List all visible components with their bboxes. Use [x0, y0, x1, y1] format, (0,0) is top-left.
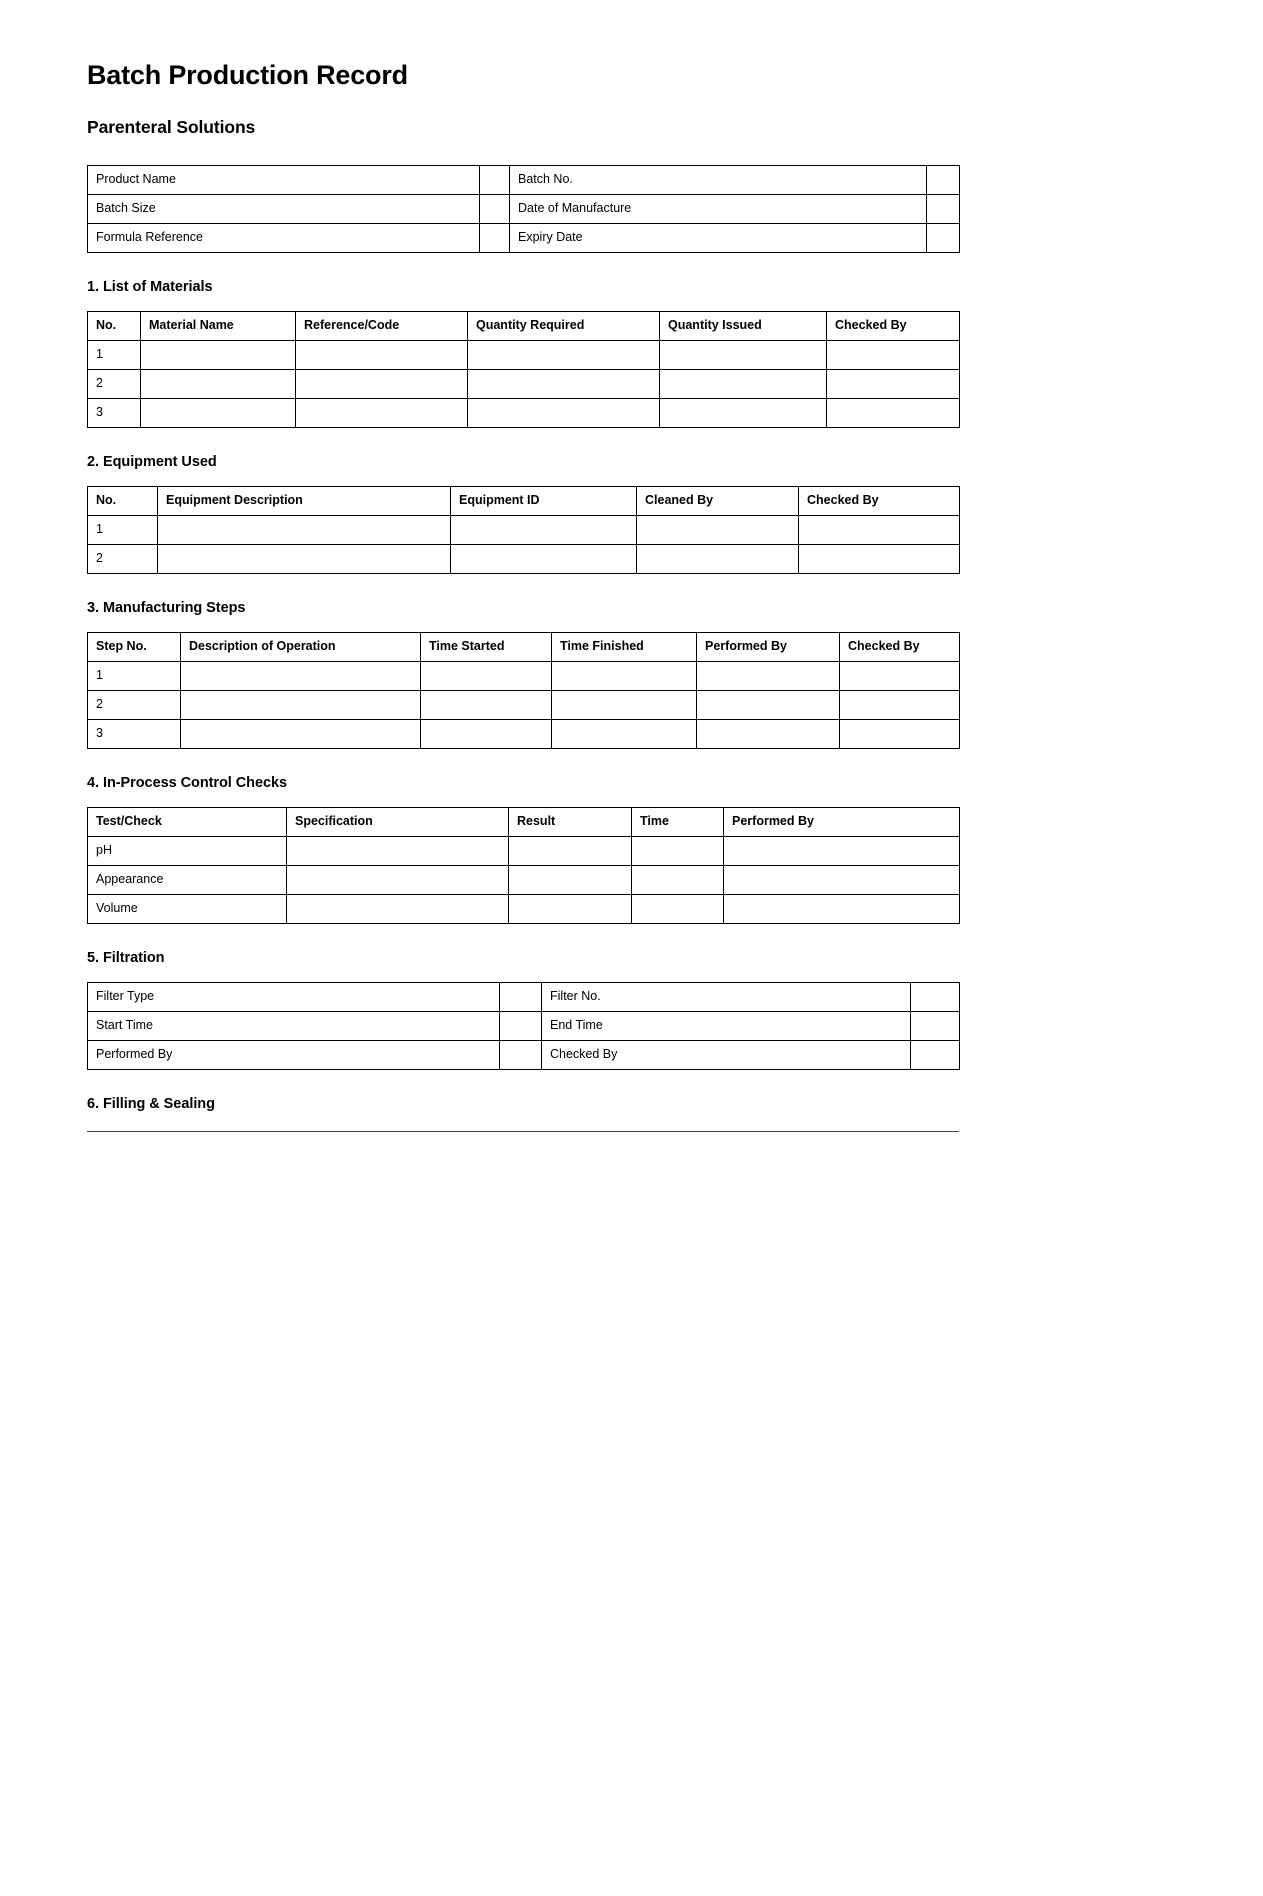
equipment-cell-cleaned-by[interactable] — [637, 516, 799, 545]
steps-cell-time-finished[interactable] — [552, 720, 697, 749]
steps-col-step-no: Step No. — [88, 633, 181, 662]
materials-cell-reference-code[interactable] — [296, 399, 468, 428]
table-row — [88, 895, 960, 924]
materials-cell-checked-by[interactable] — [827, 370, 960, 399]
table-header-row — [88, 312, 960, 341]
steps-cell-time-finished[interactable] — [552, 691, 697, 720]
header-value-product-name[interactable] — [480, 166, 510, 195]
ipc-col-result: Result — [509, 808, 632, 837]
filtration-value-checked-by[interactable] — [911, 1041, 960, 1070]
equipment-col-equipment-id: Equipment ID — [451, 487, 637, 516]
filtration-value-start-time[interactable] — [500, 1012, 542, 1041]
table-header-row — [88, 808, 960, 837]
equipment-cell-equipment-id[interactable] — [451, 516, 637, 545]
equipment-col-description: Equipment Description — [158, 487, 451, 516]
steps-cell-performed-by[interactable] — [697, 691, 840, 720]
materials-col-quantity-issued: Quantity Issued — [660, 312, 827, 341]
header-label-batch-no: Batch No. — [510, 166, 927, 195]
equipment-col-checked-by: Checked By — [799, 487, 960, 516]
materials-cell-reference-code[interactable] — [296, 370, 468, 399]
header-label-expiry-date: Expiry Date — [510, 224, 927, 253]
ipc-cell-test-ph: pH — [88, 837, 287, 866]
steps-cell-description[interactable] — [181, 691, 421, 720]
header-value-batch-no[interactable] — [927, 166, 960, 195]
steps-col-description: Description of Operation — [181, 633, 421, 662]
filtration-value-filter-type[interactable] — [500, 983, 542, 1012]
table-row — [88, 341, 960, 370]
table-row — [88, 691, 960, 720]
equipment-cell-cleaned-by[interactable] — [637, 545, 799, 574]
steps-col-checked-by: Checked By — [840, 633, 960, 662]
ipc-cell-test-volume: Volume — [88, 895, 287, 924]
filtration-label-performed-by: Performed By — [88, 1041, 500, 1070]
materials-table — [87, 311, 960, 428]
equipment-col-cleaned-by: Cleaned By — [637, 487, 799, 516]
steps-cell-description[interactable] — [181, 662, 421, 691]
steps-cell-performed-by[interactable] — [697, 662, 840, 691]
section-heading-manufacturing-steps: 3. Manufacturing Steps — [87, 600, 246, 617]
steps-cell-step-no: 2 — [88, 691, 181, 720]
filtration-label-checked-by: Checked By — [542, 1041, 911, 1070]
equipment-cell-description[interactable] — [158, 545, 451, 574]
filtration-value-filter-no[interactable] — [911, 983, 960, 1012]
materials-cell-checked-by[interactable] — [827, 341, 960, 370]
equipment-col-no: No. — [88, 487, 158, 516]
document-content — [87, 60, 959, 1132]
steps-cell-performed-by[interactable] — [697, 720, 840, 749]
table-row — [88, 720, 960, 749]
materials-cell-quantity-required[interactable] — [468, 399, 660, 428]
table-row — [88, 1041, 960, 1070]
materials-col-no: No. — [88, 312, 141, 341]
ipc-cell-specification[interactable] — [287, 837, 509, 866]
ipc-cell-performed-by[interactable] — [724, 895, 960, 924]
ipc-cell-result[interactable] — [509, 895, 632, 924]
steps-col-time-finished: Time Finished — [552, 633, 697, 662]
steps-cell-time-started[interactable] — [421, 691, 552, 720]
equipment-cell-no: 2 — [88, 545, 158, 574]
ipc-cell-performed-by[interactable] — [724, 866, 960, 895]
table-row — [88, 545, 960, 574]
steps-cell-step-no: 3 — [88, 720, 181, 749]
table-row — [88, 516, 960, 545]
filtration-label-filter-no: Filter No. — [542, 983, 911, 1012]
ipc-cell-time[interactable] — [632, 866, 724, 895]
steps-col-performed-by: Performed By — [697, 633, 840, 662]
materials-cell-no: 2 — [88, 370, 141, 399]
materials-cell-quantity-issued[interactable] — [660, 399, 827, 428]
materials-cell-quantity-issued[interactable] — [660, 341, 827, 370]
ipc-cell-specification[interactable] — [287, 866, 509, 895]
materials-cell-quantity-required[interactable] — [468, 370, 660, 399]
materials-col-checked-by: Checked By — [827, 312, 960, 341]
steps-cell-checked-by[interactable] — [840, 720, 960, 749]
header-label-product-name: Product Name — [88, 166, 480, 195]
filtration-label-end-time: End Time — [542, 1012, 911, 1041]
ipc-cell-test-appearance: Appearance — [88, 866, 287, 895]
page-title: Batch Production Record — [87, 60, 408, 90]
manufacturing-steps-table — [87, 632, 960, 749]
materials-col-reference-code: Reference/Code — [296, 312, 468, 341]
equipment-cell-description[interactable] — [158, 516, 451, 545]
filtration-value-performed-by[interactable] — [500, 1041, 542, 1070]
table-row — [88, 224, 960, 253]
batch-header-table — [87, 165, 960, 253]
table-row — [88, 983, 960, 1012]
materials-cell-material-name[interactable] — [141, 370, 296, 399]
filtration-label-filter-type: Filter Type — [88, 983, 500, 1012]
steps-cell-step-no: 1 — [88, 662, 181, 691]
equipment-cell-equipment-id[interactable] — [451, 545, 637, 574]
ipc-col-time: Time — [632, 808, 724, 837]
ipc-cell-result[interactable] — [509, 866, 632, 895]
materials-cell-quantity-required[interactable] — [468, 341, 660, 370]
header-label-date-of-manufacture: Date of Manufacture — [510, 195, 927, 224]
header-label-formula-reference: Formula Reference — [88, 224, 480, 253]
materials-cell-material-name[interactable] — [141, 341, 296, 370]
materials-col-quantity-required: Quantity Required — [468, 312, 660, 341]
section-heading-materials: 1. List of Materials — [87, 279, 213, 296]
page-footer-divider — [87, 1131, 959, 1132]
steps-cell-time-finished[interactable] — [552, 662, 697, 691]
materials-cell-reference-code[interactable] — [296, 341, 468, 370]
in-process-control-table — [87, 807, 960, 924]
equipment-cell-checked-by[interactable] — [799, 516, 960, 545]
ipc-cell-specification[interactable] — [287, 895, 509, 924]
ipc-cell-time[interactable] — [632, 895, 724, 924]
steps-cell-time-started[interactable] — [421, 720, 552, 749]
section-heading-in-process-control-checks: 4. In-Process Control Checks — [87, 775, 288, 792]
table-row — [88, 866, 960, 895]
header-value-formula-reference[interactable] — [480, 224, 510, 253]
materials-cell-material-name[interactable] — [141, 399, 296, 428]
ipc-col-performed-by: Performed By — [724, 808, 960, 837]
steps-cell-checked-by[interactable] — [840, 662, 960, 691]
materials-cell-checked-by[interactable] — [827, 399, 960, 428]
table-header-row — [88, 487, 960, 516]
table-header-row — [88, 633, 960, 662]
section-heading-equipment: 2. Equipment Used — [87, 454, 217, 471]
ipc-cell-result[interactable] — [509, 837, 632, 866]
ipc-cell-time[interactable] — [632, 837, 724, 866]
filtration-label-start-time: Start Time — [88, 1012, 500, 1041]
header-value-expiry-date[interactable] — [927, 224, 960, 253]
table-row — [88, 399, 960, 428]
materials-cell-no: 3 — [88, 399, 141, 428]
filtration-value-end-time[interactable] — [911, 1012, 960, 1041]
materials-col-material-name: Material Name — [141, 312, 296, 341]
filtration-table — [87, 982, 960, 1070]
table-row — [88, 195, 960, 224]
materials-cell-quantity-issued[interactable] — [660, 370, 827, 399]
table-row — [88, 166, 960, 195]
table-row — [88, 837, 960, 866]
document-subtitle: Parenteral Solutions — [87, 117, 256, 138]
materials-cell-no: 1 — [88, 341, 141, 370]
equipment-cell-no: 1 — [88, 516, 158, 545]
header-label-batch-size: Batch Size — [88, 195, 480, 224]
steps-cell-checked-by[interactable] — [840, 691, 960, 720]
table-row — [88, 370, 960, 399]
equipment-cell-checked-by[interactable] — [799, 545, 960, 574]
ipc-col-specification: Specification — [287, 808, 509, 837]
section-heading-filtration: 5. Filtration — [87, 950, 165, 967]
section-heading-filling-sealing: 6. Filling & Sealing — [87, 1096, 215, 1113]
ipc-col-test-check: Test/Check — [88, 808, 287, 837]
ipc-cell-performed-by[interactable] — [724, 837, 960, 866]
table-row — [88, 1012, 960, 1041]
header-value-batch-size[interactable] — [480, 195, 510, 224]
header-value-date-of-manufacture[interactable] — [927, 195, 960, 224]
steps-col-time-started: Time Started — [421, 633, 552, 662]
steps-cell-description[interactable] — [181, 720, 421, 749]
table-row — [88, 662, 960, 691]
equipment-table — [87, 486, 960, 574]
steps-cell-time-started[interactable] — [421, 662, 552, 691]
